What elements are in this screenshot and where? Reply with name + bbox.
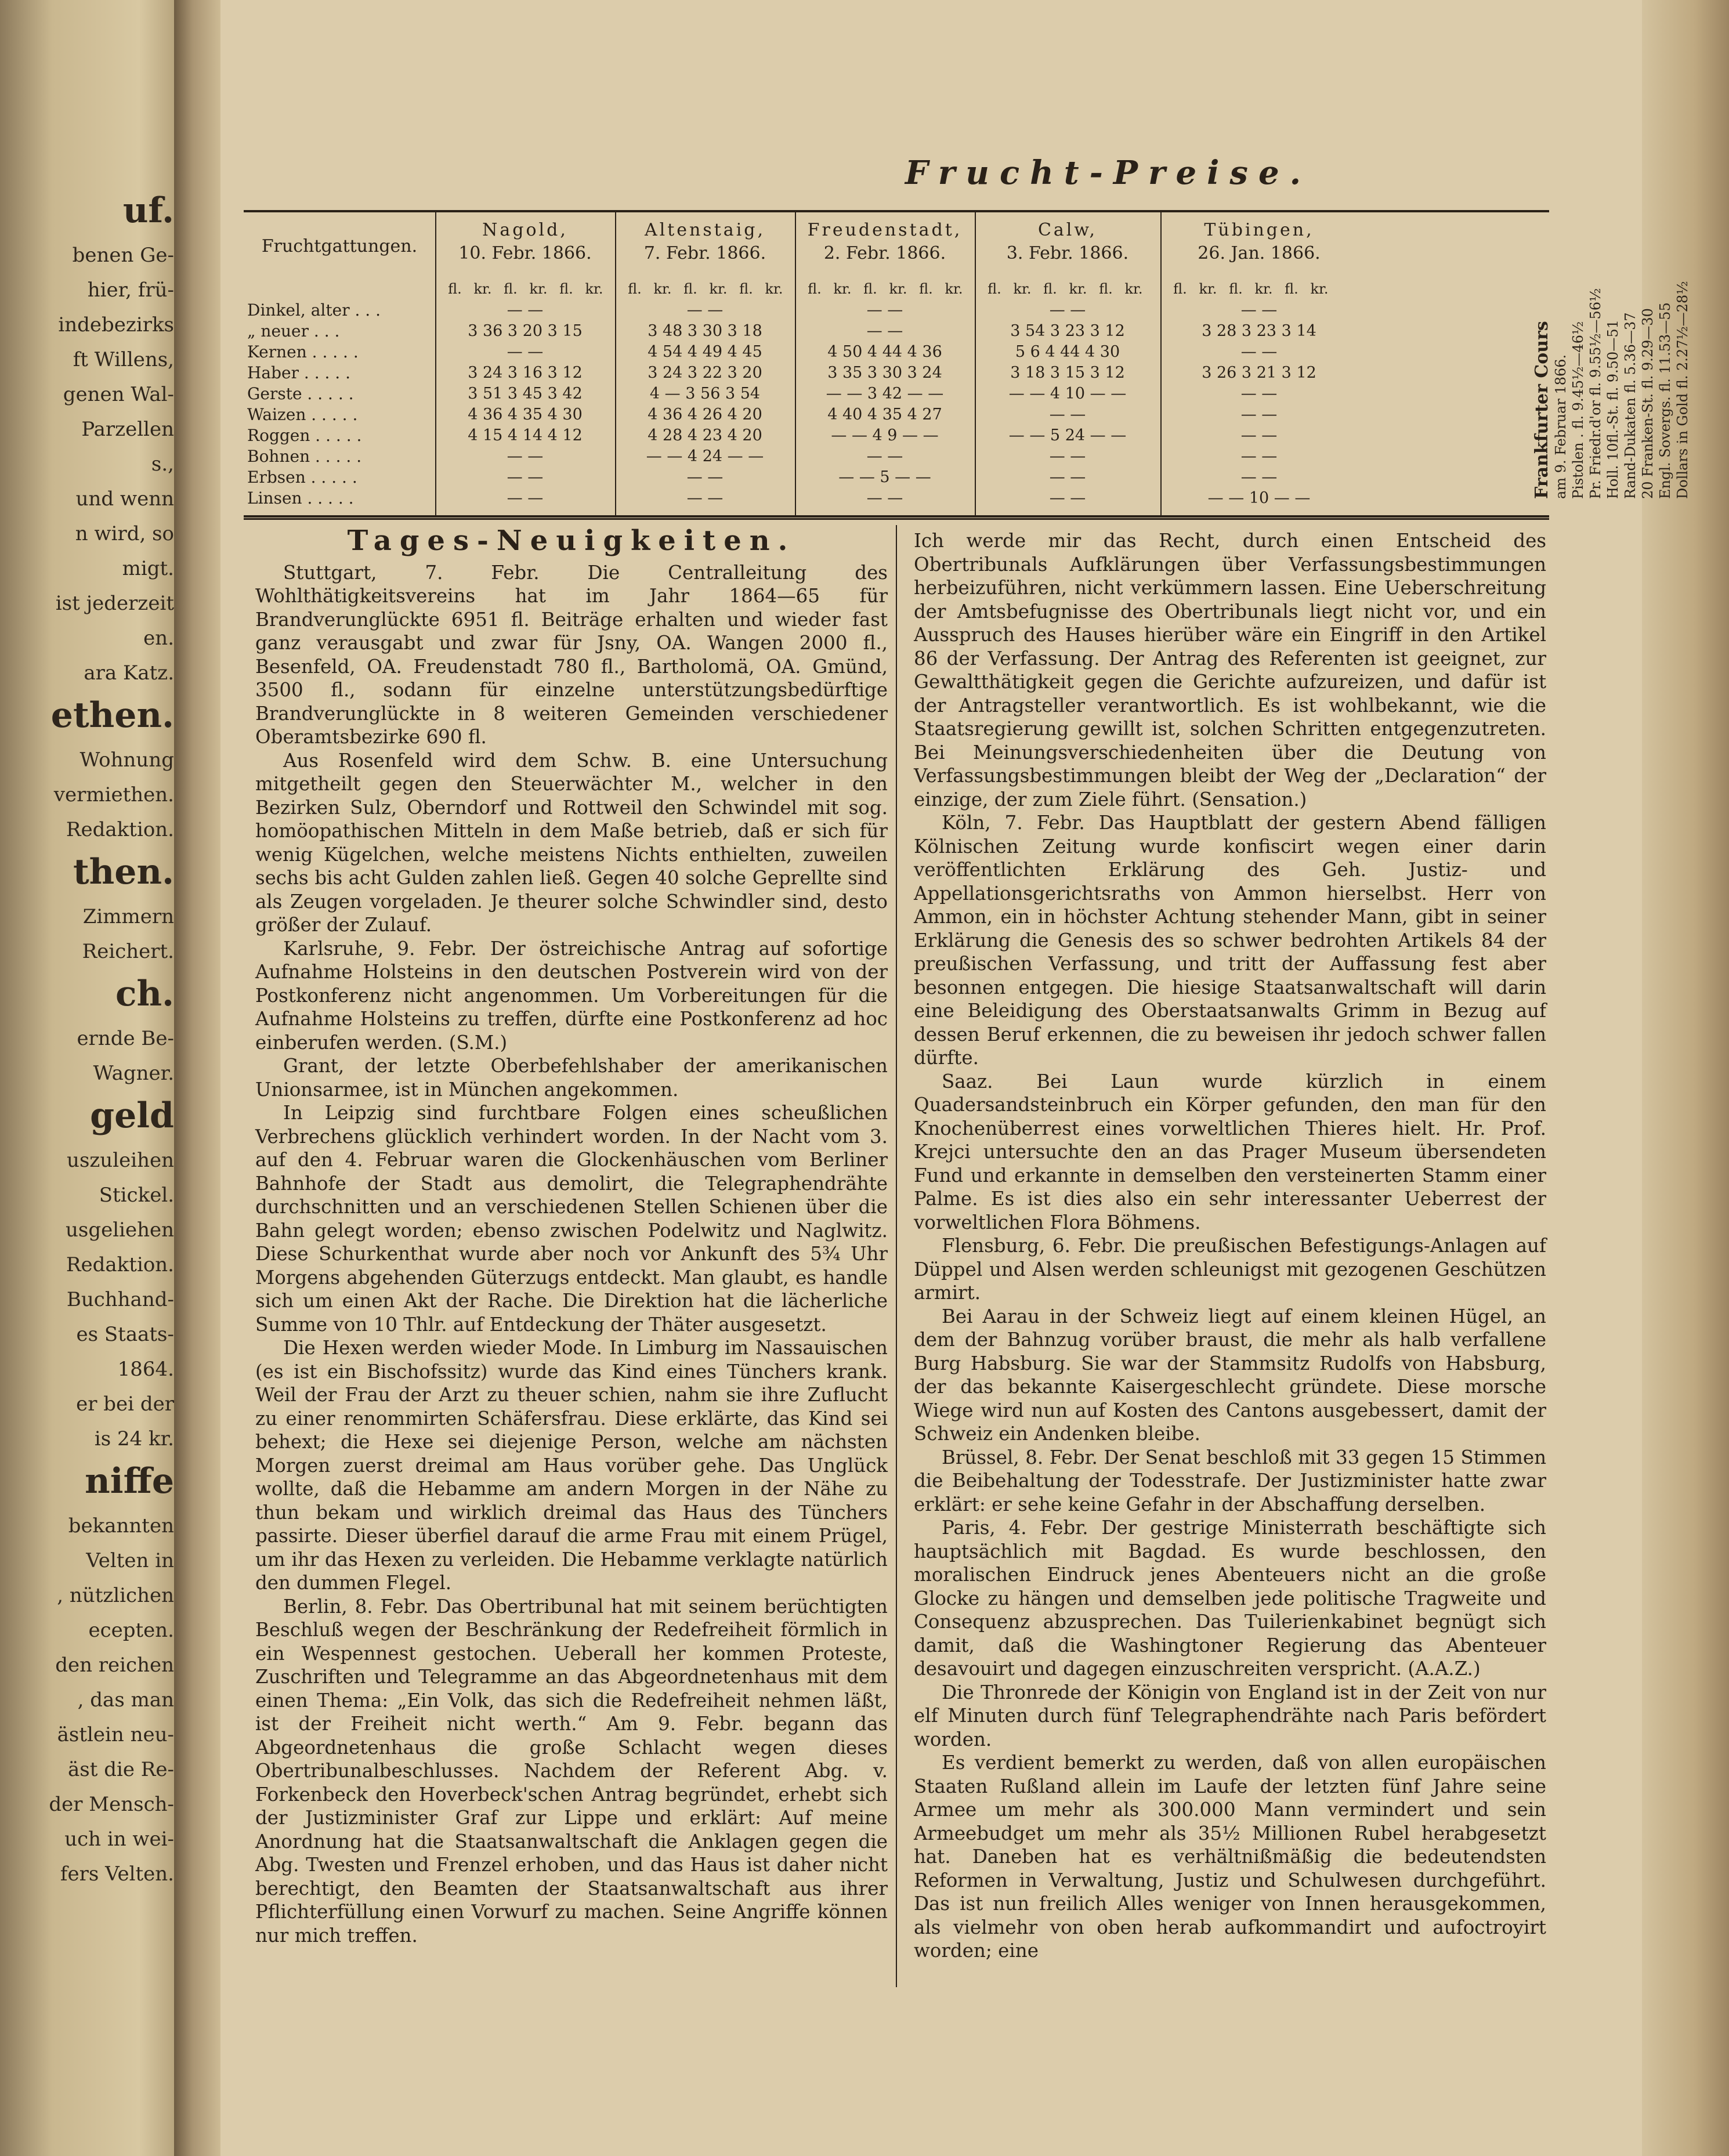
left-page-line: er bei der bbox=[76, 1392, 174, 1416]
cours-line: Engl. Sovergs. fl. 11.53—55 bbox=[1657, 302, 1673, 499]
news-paragraph: Bei Aarau in der Schweiz liegt auf einem kleinen Hügel, an dem der Bahnzug vorüber braust, die mehr als halb verfallene Burg Habsburg. Sie war der Stammsitz Rudolfs von Habsburg, der das bekannte Kaisergeschlecht gründete. Diese morsche Wiege wird nun auf Kosten des Cantons ausgebessert, damit der Schweiz ein Andenken bleibe. bbox=[914, 1305, 1546, 1445]
market-date: 3. Febr. 1866. bbox=[1006, 243, 1129, 263]
news-column-right bbox=[914, 529, 1546, 1963]
left-page-line: Wagner. bbox=[93, 1062, 174, 1085]
news-paragraph: Die Hexen werden wieder Mode. In Limburg im Nassauischen (es ist ein Bischofssitz) wurde das Kind eines Tünchers krank. Weil der Frau der Arzt zu theuer schien, nahm sie ihre Zuflucht zu einer renommirten Schäfersfrau. Diese erklärte, das Kind sei behext; die Hexe sei diejenige Person, welche am nächsten Morgen zuerst dreimal am Haus vorüber gehe. Das Unglück wollte, daß die Hebamme am andern Morgen in der Nähe zu thun bekam und wirklich dreimal das Haus des Tünchers passirte. Dieser überfiel darauf die arme Frau mit einem Prügel, um ihr das Hexen zu verleiden. Die Hebamme verklagte natürlich den dummen Flegel. bbox=[255, 1337, 888, 1594]
price-cell: — — bbox=[507, 468, 544, 486]
left-page-line: und wenn bbox=[75, 487, 174, 511]
cours-line: Pr. Friedr.d'or fl. 9.55½—56½ bbox=[1587, 288, 1604, 499]
left-page-line: n wird, so bbox=[75, 522, 174, 545]
cours-line: Rand-Dukaten fl. 5.36—37 bbox=[1622, 312, 1638, 499]
price-cell: — — bbox=[1240, 343, 1278, 361]
unit-label: kr. bbox=[1254, 281, 1273, 297]
newspaper-page bbox=[220, 0, 1729, 2156]
left-page-line: den reichen bbox=[55, 1654, 174, 1677]
unit-label: fl. bbox=[1099, 281, 1113, 297]
price-cell: 3 48 3 30 3 18 bbox=[648, 322, 762, 340]
left-page-line: 1864. bbox=[117, 1358, 174, 1381]
left-page-line: ara Katz. bbox=[84, 661, 174, 685]
price-cell: — — bbox=[1240, 385, 1278, 403]
left-page-line: hier, frü- bbox=[87, 278, 174, 302]
unit-label: fl. bbox=[1173, 281, 1187, 297]
cours-line: Pistolen . fl. 9.45½—46½ bbox=[1570, 321, 1586, 499]
frankfurt-exchange-rates bbox=[1532, 232, 1691, 499]
unit-label: fl. bbox=[559, 281, 573, 297]
market-date: 10. Febr. 1866. bbox=[458, 243, 592, 263]
price-cell: 3 36 3 20 3 15 bbox=[468, 322, 583, 340]
left-page-line: usgeliehen bbox=[65, 1218, 174, 1242]
price-cell: — — 10 — — bbox=[1207, 489, 1311, 507]
left-page-line: , nützlichen bbox=[57, 1584, 174, 1607]
unit-label: fl. bbox=[919, 281, 933, 297]
news-title: Tages-Neuigkeiten. bbox=[347, 524, 796, 557]
price-cell: — — bbox=[866, 322, 903, 340]
price-cell: — — bbox=[866, 489, 903, 507]
price-cell: — — bbox=[1240, 426, 1278, 444]
unit-label: kr. bbox=[529, 281, 548, 297]
price-cell: 4 54 4 49 4 45 bbox=[648, 343, 762, 361]
price-cell: 4 15 4 14 4 12 bbox=[468, 426, 583, 444]
price-cell: 4 36 4 26 4 20 bbox=[648, 406, 762, 424]
left-page-line: then. bbox=[73, 852, 174, 892]
market-name: Freudenstadt, bbox=[807, 220, 963, 240]
unit-label: fl. bbox=[1229, 281, 1243, 297]
price-cell: — — bbox=[1240, 447, 1278, 465]
section-rule bbox=[244, 518, 1549, 520]
price-cell: — — bbox=[686, 301, 724, 319]
left-page-line: Buchhand- bbox=[66, 1288, 174, 1311]
price-cell: 5 6 4 44 4 30 bbox=[1015, 343, 1120, 361]
market-name: Tübingen, bbox=[1204, 220, 1314, 240]
unit-label: kr. bbox=[1310, 281, 1329, 297]
left-page-line: Reichert. bbox=[82, 940, 174, 963]
left-page-line: Redaktion. bbox=[66, 1253, 174, 1276]
price-cell: 3 24 3 16 3 12 bbox=[468, 364, 583, 382]
unit-label: kr. bbox=[945, 281, 963, 297]
unit-label: kr. bbox=[1124, 281, 1143, 297]
news-paragraph: Ich werde mir das Recht, durch einen Entscheid des Obertribunals Aufklärungen über Verfassungsbestimmungen herbeizuführen, nicht verkümmern lassen. Eine Ueberschreitung der Amtsbefugnisse des Obertribunals liegt nicht vor, und ein Ausspruch des Hauses hierüber wäre ein Eingriff in den Artikel 86 der Verfassung. Der Antrag des Referenten ist geeignet, zur Gewaltthätigkeit gegen die Gerichte aufzureizen, und dafür ist der Antragsteller verantwortlich. Es ist wohlbekannt, wie die Staatsregierung gewillt ist, solchen Schritten entgegenzutreten. Bei Meinungsverschiedenheiten über die Deutung von Verfassungsbestimmungen bleibt der Weg der „Declaration“ der einzige, der zum Ziele führt. (Sensation.) bbox=[914, 530, 1546, 811]
market-name: Calw, bbox=[1037, 220, 1098, 240]
left-page-line: ästlein neu- bbox=[57, 1723, 174, 1746]
unit-label: kr. bbox=[1069, 281, 1087, 297]
cours-title: Frankfurter Cours bbox=[1532, 321, 1552, 499]
unit-label: kr. bbox=[765, 281, 783, 297]
price-cell: — — bbox=[507, 489, 544, 507]
price-cell: — — bbox=[1049, 406, 1086, 424]
left-page-line: es Staats- bbox=[76, 1323, 174, 1346]
unit-label: fl. bbox=[988, 281, 1001, 297]
price-cell: — — bbox=[866, 301, 903, 319]
price-cell: — — bbox=[507, 447, 544, 465]
fruit-label: Kernen . . . . . bbox=[247, 342, 359, 361]
left-page-line: s., bbox=[151, 453, 174, 476]
left-page-line: der Mensch- bbox=[49, 1793, 174, 1816]
news-paragraph: Die Thronrede der Königin von England ist in der Zeit von nur elf Minuten durch fünf Telegraphendrähte nach Paris befördert worden. bbox=[914, 1681, 1546, 1750]
price-cell: 4 — 3 56 3 54 bbox=[649, 385, 761, 403]
news-paragraph: Paris, 4. Febr. Der gestrige Ministerrath beschäftigte sich hauptsächlich mit Bagdad. Es wurde beschlossen, den moralischen Eindruck jenes Abenteuers nicht an die große Glocke zu hängen und demselben jede politische Tragweite und Consequenz abzusprechen. Das Tuilerienkabinet begnügt sich damit, daß die Washingtoner Regierung das Abenteuer desavouirt und dagegen einzuschreiten verspricht. (A.A.Z.) bbox=[914, 1517, 1546, 1680]
left-page-line: ch. bbox=[115, 974, 174, 1014]
news-paragraph: Saaz. Bei Laun wurde kürzlich in einem Quadersandsteinbruch ein Körper gefunden, den man für den Knochenüberrest eines vorweltlichen Thieres hielt. Hr. Prof. Krejci untersuchte den an das Prager Museum übersendeten Fund und erkannte in demselben den versteinerten Stamm einer Palme. Es ist dies also ein sehr interessanter Ueberrest der vorweltlichen Flora Böhmens. bbox=[914, 1070, 1546, 1233]
unit-label: kr. bbox=[889, 281, 907, 297]
unit-label: kr. bbox=[1013, 281, 1032, 297]
news-paragraph: Flensburg, 6. Febr. Die preußischen Befestigungs-Anlagen auf Düppel und Alsen werden schleunigst mit gezogenen Geschützen armirt. bbox=[914, 1235, 1546, 1304]
market-date: 26. Jan. 1866. bbox=[1198, 243, 1321, 263]
left-page-line: Stickel. bbox=[99, 1184, 174, 1207]
fruit-label: Erbsen . . . . . bbox=[247, 468, 357, 487]
price-cell: — — bbox=[1049, 447, 1086, 465]
cours-line: Dollars in Gold fl. 2.27½—28½ bbox=[1674, 281, 1691, 499]
market-name: Altenstaig, bbox=[644, 220, 766, 240]
unit-label: fl. bbox=[863, 281, 877, 297]
news-paragraph: Grant, der letzte Oberbefehlshaber der amerikanischen Unionsarmee, ist in München angekommen. bbox=[255, 1055, 888, 1101]
fruit-label: Roggen . . . . . bbox=[247, 426, 362, 445]
price-cell: 3 51 3 45 3 42 bbox=[468, 385, 583, 403]
news-paragraph: Berlin, 8. Febr. Das Obertribunal hat mit seinem berüchtigten Beschluß wegen der Beschränkung der Redefreiheit förmlich in ein Wespennest gestochen. Ueberall her kommen Proteste, Zuschriften und Telegramme an das Abgeordnetenhaus mit dem einen Thema: „Ein Volk, das sich die Redefreiheit nehmen läßt, ist der Freiheit nicht werth.“ Am 9. Febr. begann das Abgeordnetenhaus die große Schlacht wegen dieses Obertribunalbeschlusses. Nachdem der Referent Abg. v. Forkenbeck den Hoverbeck'schen Antrag begründet, erhebt sich der Justizminister Graf zur Lippe und erklärt: Auf meine Anordnung hat die Staatsanwaltschaft die Anklagen gegen die Abg. Twesten und Frenzel erhoben, und das Haus ist daher nicht berechtigt, den Beamten der Staatsanwaltschaft aus ihrer Pflichterfüllung einen Vorwurf zu machen. Seine Angriffe können nur mich treffen. bbox=[255, 1595, 888, 1947]
price-cell: 3 28 3 23 3 14 bbox=[1202, 322, 1316, 340]
market-name: Nagold, bbox=[482, 220, 568, 240]
left-page-line: migt. bbox=[122, 557, 174, 580]
left-page-line: genen Wal- bbox=[63, 383, 174, 406]
cours-line: Holl. 10fl.-St. fl. 9.50—51 bbox=[1605, 320, 1621, 499]
left-page-line: benen Ge- bbox=[72, 244, 174, 267]
price-table-title: Frucht-Preise. bbox=[905, 154, 1312, 192]
left-page-line: Zimmern bbox=[82, 905, 174, 928]
left-page-line: vermiethen. bbox=[53, 783, 174, 806]
unit-label: fl. bbox=[448, 281, 462, 297]
price-cell: 3 18 3 15 3 12 bbox=[1010, 364, 1125, 382]
unit-label: fl. bbox=[808, 281, 822, 297]
unit-label: fl. bbox=[1043, 281, 1057, 297]
left-page-line: indebezirks bbox=[58, 313, 174, 337]
fruit-label: Haber . . . . . bbox=[247, 363, 350, 382]
left-page-line: ist jederzeit bbox=[55, 592, 174, 615]
unit-label: kr. bbox=[653, 281, 672, 297]
fruit-label: Dinkel, alter . . . bbox=[247, 301, 381, 320]
left-page-line: Velten in bbox=[86, 1549, 174, 1572]
left-page-line: en. bbox=[143, 627, 174, 650]
left-page-line: äst die Re- bbox=[68, 1758, 174, 1781]
news-paragraph: Aus Rosenfeld wird dem Schw. B. eine Untersuchung mitgetheilt gegen den Steuerwächter M., welcher in den Bezirken Sulz, Oberndorf und Rottweil den Schwindel mit sog. homöopathischen Mitteln in dem Maße betrieb, daß er sich für wenig Kügelchen, welche meistens Nichts enthielten, zuweilen sechs bis acht Gulden zahlen ließ. Gegen 40 solche Geprellte sind als Zeugen vorgeladen. Je theurer solche Schwindler sind, desto größer der Zulauf. bbox=[255, 749, 888, 936]
left-page-line: niffe bbox=[85, 1461, 174, 1502]
price-cell: — — 4 10 — — bbox=[1008, 385, 1127, 403]
cours-line: am 9. Februar 1866. bbox=[1553, 354, 1569, 499]
left-page-line: ft Willens, bbox=[73, 348, 174, 371]
fruit-label: Bohnen . . . . . bbox=[247, 447, 362, 466]
price-cell: 3 26 3 21 3 12 bbox=[1202, 364, 1316, 382]
left-page-line: Parzellen bbox=[81, 418, 174, 441]
price-cell: 4 50 4 44 4 36 bbox=[827, 343, 942, 361]
price-cell: — — bbox=[507, 301, 544, 319]
unit-label: fl. bbox=[1285, 281, 1298, 297]
price-cell: — — 3 42 — — bbox=[826, 385, 944, 403]
left-page-line: Wohnung bbox=[79, 748, 174, 772]
price-cell: — — bbox=[1240, 406, 1278, 424]
price-cell: — — 5 — — bbox=[838, 468, 931, 486]
left-page-line: ethen. bbox=[50, 695, 174, 736]
price-cell: 4 28 4 23 4 20 bbox=[648, 426, 762, 444]
news-paragraph: Karlsruhe, 9. Febr. Der östreichische Antrag auf sofortige Aufnahme Holsteins in den deutschen Postverein wird von der Postkonferenz nicht angenommen. Um Vorbereitungen für die Aufnahme Holsteins zu treffen, dürfte eine Postkonferenz ad hoc einberufen werden. (S.M.) bbox=[255, 937, 888, 1054]
unit-label: kr. bbox=[585, 281, 603, 297]
price-cell: — — bbox=[507, 343, 544, 361]
price-cell: — — bbox=[1049, 301, 1086, 319]
left-page-line: ecepten. bbox=[88, 1619, 174, 1642]
unit-label: fl. bbox=[504, 281, 518, 297]
price-cell: 3 24 3 22 3 20 bbox=[648, 364, 762, 382]
price-cell: 3 35 3 30 3 24 bbox=[827, 364, 942, 382]
column-divider bbox=[896, 525, 897, 1987]
news-paragraph: In Leipzig sind furchtbare Folgen eines scheußlichen Verbrechens glücklich verhindert worden. In der Nacht vom 3. auf den 4. Februar waren die Glockenhäuschen vom Berliner Bahnhofe der Stadt aus demolirt, die Telegraphendrähte durchschnitten und an verschiedenen Stellen Schienen über die Bahn gelegt worden; ebenso zwischen Podelwitz und Naglwitz. Diese Schurkenthat wurde aber noch vor Ankunft des 5¾ Uhr Morgens abgehenden Güterzugs entdeckt. Man glaubt, es handle sich um einen Akt der Rache. Die Direktion hat die lächerliche Summe von 10 Thlr. auf Entdeckung der Thäter ausgesetzt. bbox=[255, 1102, 888, 1336]
price-cell: — — bbox=[1049, 468, 1086, 486]
news-column-left bbox=[255, 524, 888, 1947]
left-page-line: Redaktion. bbox=[66, 818, 174, 841]
unit-label: kr. bbox=[833, 281, 852, 297]
news-paragraph: Stuttgart, 7. Febr. Die Centralleitung des Wohlthätigkeitsvereins hat im Jahr 1864—65 für Brandverunglückte 6951 fl. Beiträge erhalten und wieder fast ganz verausgabt und zwar für Jsny, OA. Wangen 2000 fl., Besenfeld, OA. Freudenstadt 780 fl., Bartholomä, OA. Gmünd, 3500 fl., sodann für einzelne unterstützungsbedürftige Brandverunglückte in 8 weiteren Gemeinden verschiedener Oberamtsbezirke 690 fl. bbox=[255, 561, 888, 748]
price-cell: — — 5 24 — — bbox=[1008, 426, 1127, 444]
price-cell: 4 40 4 35 4 27 bbox=[827, 406, 942, 424]
news-paragraph: Köln, 7. Febr. Das Hauptblatt der gestern Abend fälligen Kölnischen Zeitung wurde konfiscirt wegen einer darin veröffentlichten Erklärung des Geh. Justiz- und Appellationsgerichtsraths von Ammon hierselbst. Herr von Ammon, ein in höchster Achtung stehender Mann, gibt in seiner Erklärung die Genesis des so schwer bedrohten Artikels 84 der preußischen Verfassung, und tritt der Auffassung fest aber besonnen entgegen. Die hiesige Staatsanwaltschaft will darin eine Beleidigung des Oberstaatsanwalts Grimm in Bezug auf dessen Beruf erkennen, die zu beweisen ihr jedoch schwer fallen dürfte. bbox=[914, 812, 1546, 1069]
left-page-line: geld bbox=[90, 1095, 174, 1136]
unit-label: kr. bbox=[709, 281, 728, 297]
price-cell: — — bbox=[686, 489, 724, 507]
price-cell: — — bbox=[866, 447, 903, 465]
fruit-label: Waizen . . . . . bbox=[247, 405, 358, 424]
price-cell: — — 4 9 — — bbox=[831, 426, 939, 444]
left-page-line: fers Velten. bbox=[60, 1862, 174, 1886]
left-page-line: uszuleihen bbox=[67, 1149, 174, 1172]
price-cell: — — bbox=[686, 468, 724, 486]
price-cell: — — bbox=[1240, 468, 1278, 486]
price-cell: — — bbox=[1240, 301, 1278, 319]
left-page-line: , das man bbox=[77, 1688, 174, 1712]
news-paragraph: Brüssel, 8. Febr. Der Senat beschloß mit 33 gegen 15 Stimmen die Beibehaltung der Todesstrafe. Der Justizminister hatte zwar erklärt: er sehe keine Gefahr in der Abschaffung derselben. bbox=[914, 1446, 1546, 1515]
left-page-line: is 24 kr. bbox=[94, 1427, 174, 1450]
cours-lines bbox=[1552, 232, 1691, 499]
left-page-line: bekannten bbox=[68, 1514, 174, 1538]
price-cell: — — bbox=[1049, 489, 1086, 507]
left-page-line: ernde Be- bbox=[77, 1027, 174, 1050]
book-gutter bbox=[174, 0, 220, 2156]
news-paragraph: Es verdient bemerkt zu werden, daß von allen europäischen Staaten Rußland allein im Laufe der letzten fünf Jahre seine Armee um mehr als 300.000 Mann vermindert und sein Armeebudget um mehr als 35½ Millionen Rubel herabgesetzt hat. Daneben hat es verhältnißmäßig die bedeutendsten Reformen in Verwaltung, Justiz und Schulwesen durchgeführt. Das ist nun freilich Alles weniger von Innen herausgekommen, als vielmehr von oben herab aufkommandirt und aufoctroyirt worden; eine bbox=[914, 1752, 1546, 1962]
left-page-line: uf. bbox=[122, 190, 174, 231]
price-cell: 4 36 4 35 4 30 bbox=[468, 406, 583, 424]
unit-label: fl. bbox=[628, 281, 642, 297]
fruit-label: Linsen . . . . . bbox=[247, 489, 354, 508]
unit-label: fl. bbox=[739, 281, 753, 297]
price-table bbox=[244, 210, 1549, 518]
cours-line: 20 Franken-St. fl. 9.29—30 bbox=[1640, 308, 1656, 499]
fruit-label: Gerste . . . . . bbox=[247, 384, 354, 403]
price-cell: — — 4 24 — — bbox=[646, 447, 764, 465]
price-cell: 3 54 3 23 3 12 bbox=[1010, 322, 1125, 340]
column-header-fruit: Fruchtgattungen. bbox=[261, 236, 418, 256]
left-page-line: uch in wei- bbox=[64, 1828, 174, 1851]
left-page-fragment bbox=[0, 0, 174, 2156]
fruit-label: „ neuer . . . bbox=[247, 321, 340, 341]
market-date: 7. Febr. 1866. bbox=[643, 243, 766, 263]
unit-label: kr. bbox=[473, 281, 492, 297]
market-date: 2. Febr. 1866. bbox=[823, 243, 946, 263]
unit-label: kr. bbox=[1199, 281, 1217, 297]
unit-label: fl. bbox=[683, 281, 697, 297]
